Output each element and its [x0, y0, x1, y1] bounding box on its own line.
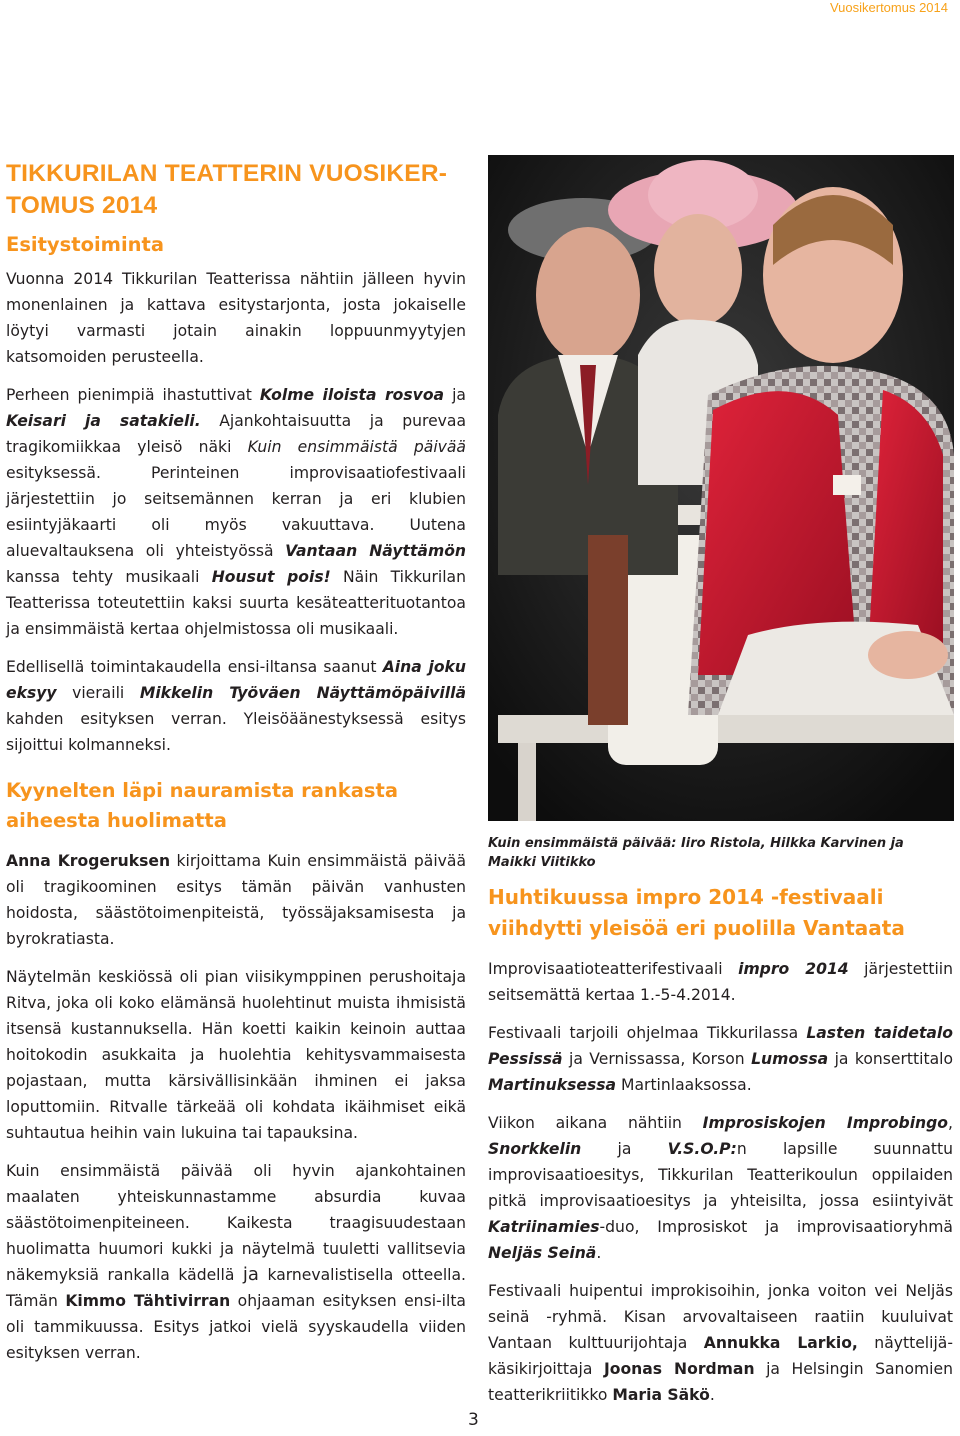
section-heading-esitystoiminta: Esitystoiminta — [6, 233, 165, 256]
left-column — [6, 158, 466, 1366]
section-heading-impro: Huhtikuussa impro 2014 -festivaali viihdytti yleisöä eri puolilla Vantaata — [488, 885, 905, 940]
paragraph: Perheen pienimpiä ihastuttivat Kolme iloista rosvoa ja Keisari ja satakieli. Ajankohtaisuutta ja purevaa tragikomiikkaa yleisö näki Kuin ensimmäistä päivää esityksessä. Perinteinen improvisaatiofestivaali järjestettiin jo seitsemännen kerran ja eri klubien esiintyjäkaarti oli myös vakuuttava. Uutena aluevaltauksena oli yhteistyössä Vantaan Näyttämön kanssa tehty musikaali Housut pois! Näin Tikkurilan Teatterissa toteutettiin kaksi suurta kesäteatterituotantoa ja ensimmäistä kertaa ohjelmistossa oli musikaali. — [6, 386, 467, 638]
paragraph: Festivaali huipentui improkisoihin, jonka voiton vei Neljäs seinä -ryhmä. Kisan arvovaltaiseen raatiin kuuluivat Vantaan kulttuurijohtaja Annukka Larkio, näyttelijä-käsikirjoittaja Joonas Nordman ja Helsingin Sanomien teatterikriitikko Maria Säkö. — [488, 1282, 953, 1404]
paragraph: Festivaali tarjoili ohjelmaa Tikkurilassa Lasten taidetalo Pessissä ja Vernissassa, Korson Lumossa ja konserttitalo Martinuksessa Martinlaaksossa. — [488, 1024, 954, 1094]
production-photo — [488, 155, 954, 821]
right-column — [488, 834, 953, 1408]
paragraph: Improvisaatioteatterifestivaali impro 2014 järjestettiin seitsemättä kertaa 1.-5-4.2014. — [488, 960, 953, 1004]
page-title: TIKKURILAN TEATTERIN VUOSIKER- TOMUS 2014 — [6, 160, 448, 219]
photo-caption: Kuin ensimmäistä päivää: Iiro Ristola, Hilkka Karvinen ja Maikki Viitikko — [488, 836, 904, 870]
paragraph: Edellisellä toimintakaudella ensi-iltansa saanut Aina joku eksyy vieraili Mikkelin Työväen Näyttämöpäivillä kahden esityksen verran. Yleisöäänestyksessä esitys sijoittui kolmanneksi. — [6, 658, 466, 754]
page-number: 3 — [468, 1410, 479, 1430]
running-header: Vuosikertomus 2014 — [829, 0, 948, 15]
section-heading-kyynelten: Kyynelten läpi nauramista rankasta aiheesta huolimatta — [6, 779, 399, 832]
paragraph: Näytelmän keskiössä oli pian viisikymppinen perushoitaja Ritva, joka oli koko elämänsä huolehtinut muista ihmisistä itsensä kustannuksella. Hän koetti kaikin keinoin auttaa hoitokodin asukkaita ja huolehtia kehitysvammaisesta pojastaan, mutta kärsivällisinkään ihminen ei jaksa loputtomiin. Ritvalle tärkeää oli kohdata ikäihmiset eikä suhtautua heihin vain lukuina tai tapauksina. — [6, 968, 466, 1142]
paragraph: Vuonna 2014 Tikkurilan Teatterissa nähtiin jälleen hyvin monenlainen ja kattava esitystarjonta, josta jokaiselle löytyi varmasti jotain ainakin loppuunmyytyjen katsomoiden perusteella. — [6, 270, 466, 366]
stage-scene-image — [488, 155, 954, 821]
paragraph: Viikon aikana nähtiin Improsiskojen Improbingo, Snorkkelin ja V.S.O.P:n lapsille suunnattu improvisaatioesitys, Tikkurilan Teatterikoulun oppilaiden pitkä improvisaatioesitys ja yhteisilta, jossa esiintyivät Katriinamies-duo, Improsiskot ja improvisaatioryhmä Neljäs Seinä. — [488, 1114, 953, 1262]
paragraph: Kuin ensimmäistä päivää oli hyvin ajankohtainen maalaten yhteiskunnastamme absurdia kuvaa säästötoimenpiteineen. Kaikesta traagisuudestaan huolimatta huumori kukki ja näytelmä tuuletti vallitsevia näkemyksiä rankalla kädellä ja karnevalistisella otteella. Tämän Kimmo Tähtivirran ohjaaman esityksen ensi-ilta oli tammikuussa. Esitys jatkoi vielä syyskaudella viiden esityksen verran. — [6, 1162, 466, 1362]
paragraph: Anna Krogeruksen kirjoittama Kuin ensimmäistä päivää oli tragikoominen esitys tämän päivän vanhusten hoidosta, säästötoimenpiteistä, työssäjaksamisesta ja byrokratiasta. — [6, 852, 466, 948]
